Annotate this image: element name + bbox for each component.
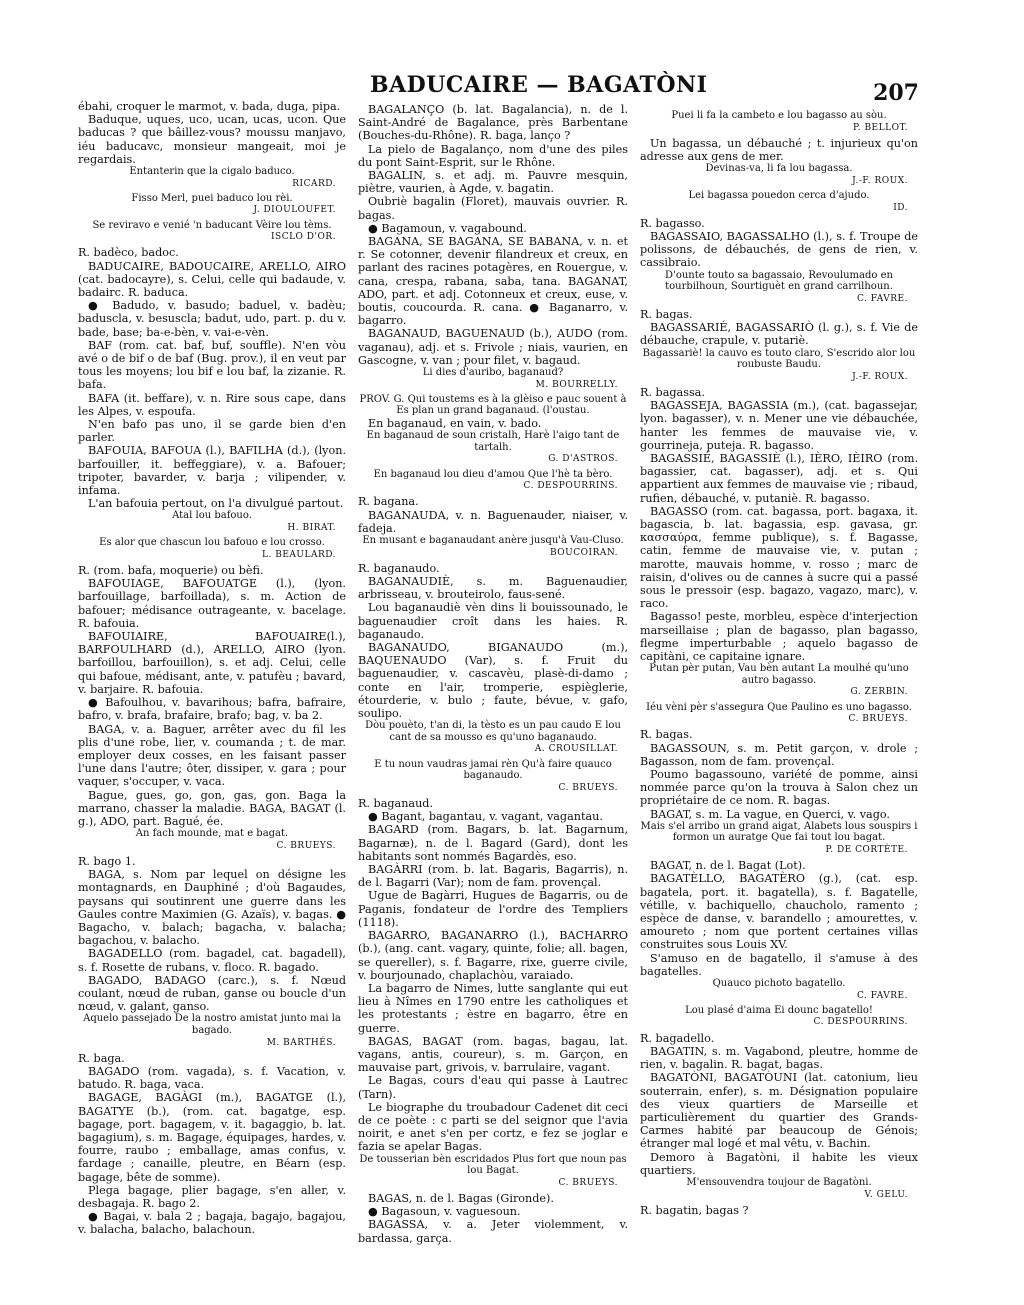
quotation: Se reviravo e venié 'n baducant Vèire lou tèms.: [92, 219, 332, 231]
entry-text: Bague, gues, go, gon, gas, gon. Baga la marrano, chasser la maladie. BAGA, BAGAT (l. g.), ADO, part. Bagué, ée.: [78, 788, 346, 828]
quotation: An fach mounde, mat e bagat.: [135, 828, 289, 840]
entry-text: BAGÀRRI (rom. b. lat. Bagaris, Bagarris), n. de l. Bagarri (Var); nom de fam. provençal.: [358, 863, 628, 890]
entry-text: Baduque, uques, uco, ucan, ucas, ucon. Que baducas ? que bâillez-vous? moussu manjavo, iéu baducavc, monsieur mangeait, moi je regardais.: [78, 113, 346, 166]
entry-text: R. bago 1.: [78, 854, 136, 868]
quotation: Atal lou bafouo.: [172, 510, 252, 522]
quotation-author: BOUCOIRAN.: [550, 547, 618, 558]
quotation-author: M. BARTHÉS.: [266, 1037, 336, 1048]
page-number: 207: [873, 80, 919, 106]
entry-text: R. bagas.: [640, 308, 693, 321]
entry-text: Lou baganaudiè vèn dins li bouissounado, le baguenaudier croît dans les haies. R. baganaudo.: [358, 601, 628, 641]
entry-text: BAGATÈLLO, BAGATÈRO (g.), (cat. esp. bagatela, port. it. bagatella), s. f. Bagatelle, vétille, v. bachiquello, chaucholo, ramento ; espèce de danse, v. barandello ; amourettes, v. amoureto ; nom que portent certaines villas construites sous Louis XV.: [640, 872, 918, 952]
entry-text: R. baga.: [78, 1051, 125, 1065]
entry-text: S'amuso en de bagatello, il s'amuse à des bagatelles.: [640, 951, 918, 978]
entry-text: BAFOUIAIRE, BAFOUAIRE(l.), BARFOULHARD (d.), ARELLO, AIRO (lyon. barfoillou, barfouillon), s. et adj. Celui, celle qui bafoue, médisant, ante, v. patufèu ; bavard, v. barjaire. R. bafouia.: [78, 630, 346, 696]
quotation: Iéu vèni pèr s'assegura Que Paulino es uno bagasso.: [646, 701, 912, 713]
quotation: Lei bagassa pouedon cerca d'ajudo.: [688, 190, 870, 201]
entry-text: R. baganaudo.: [358, 561, 440, 575]
quotation-author: C. BRUEYS.: [276, 840, 336, 851]
entry-text: ● Bagai, v. bala 2 ; bagaja, bagajo, bagajou, v. balacha, balacho, balachoun.: [78, 1210, 346, 1237]
quotation: Entanterin que la cigalo baduco.: [129, 166, 295, 178]
entry-text: BAGANA, SE BAGANA, SE BABANA, v. n. et r. Se cotonner, devenir filandreux et creux, en parlant des racines potagères, en Rouergue, v. cana, crespa, rabana, saba, tana. BAGANAT, ADO, part. et adj. Cotonneux et creux, euse, v. boutis, coucourda. R. cana. ● Baganarro, v. bagarro.: [358, 235, 628, 328]
quotation-author: C. DESPOURRINS.: [523, 481, 618, 492]
entry-text: BAGASSAIO, BAGASSALHO (l.), s. f. Troupe de polissons, de débauchés, de gens de rien, v. cassibraio.: [640, 230, 918, 270]
entry-text: BAGASSIÉ, BAGASSIÈ (l.), IÈRO, IÈIRO (rom. bagassier, cat. bagasser), adj. et s. Qui appartient aux femmes de mauvaise vie ; ribaud, rufien, débauché, v. putaniè. R. bagasso.: [640, 452, 918, 505]
quotation-author: P. DE CORTÈTE.: [825, 845, 908, 856]
quotation-author: C. BRUEYS.: [558, 1177, 618, 1188]
entry-text: BAGAGE, BAGÀGI (m.), BAGATGE (l.), BAGATYE (b.), (rom. cat. bagatge, esp. bagage, port. bagagem, v. it. bagaggio, b. lat. bagagium), s. m. Bagage, équipages, hardes, v. fourre, raubo ; emballage, amas confus, v. fardage ; canaille, pleutre, en Béarn (esp. bagage, bête de somme).: [78, 1091, 346, 1184]
entry-text: BAGADELLO (rom. bagadel, cat. bagadell), s. f. Rosette de rubans, v. floco. R. bagado.: [78, 947, 346, 974]
entry-text: BAGASSEJA, BAGASSIA (m.), (cat. bagassejar, lyon. bagasser), v. n. Mener une vie débauchée, hanter les femmes de mauvaise vie, v. gourrineja, puteja. R. bagasso.: [640, 399, 918, 452]
entry-text: BAGAT, n. de l. Bagat (Lot).: [650, 859, 806, 873]
quotation: Dòu pouèto, t'an di, la tèsto es un pau caudo E lou cant de sa mousso es qu'uno baganaudo.: [365, 720, 621, 743]
quotation-author: J.-F. ROUX.: [852, 175, 908, 186]
entry-text: BAGARRO, BAGANARRO (l.), BACHARRO (b.), (ang. cant. vagary, quinte, folie; all. bagen, se quereller), s. f. Bagarre, rixe, guerre civile, v. bourjounado, chaplachòu, varaiado.: [358, 929, 628, 982]
entry-text: ● Bafoulhou, v. bavarihous; bafra, bafraire, bafro, v. brafa, brafaire, brafo; bag, v. ba 2.: [78, 696, 346, 723]
quotation: En musant e baganaudant anère jusqu'à Vau-Cluso.: [362, 535, 624, 547]
entry-text: BAGATÒNI, BAGATÒUNI (lat. catonium, lieu souterrain, enfer), s. m. Désignation populaire des vieux quartiers de Marseille et particulièrement du quartier des Grands-Carmes habité par beaucoup de Génois; étranger mal logé et mal vêtu, v. Bachin.: [640, 1071, 918, 1151]
entry-text: La bagarro de Nimes, lutte sanglante qui eut lieu à Nîmes en 1790 entre les catholiques et les protestants ; èstre en bagarro, être en guerre.: [358, 981, 628, 1035]
entry-text: ● Badudo, v. basudo; baduel, v. badèu; baduscla, v. besuscla; badut, udo, part. p. du v. bade, base; ba-e-bèn, v. vai-e-vèn.: [78, 299, 346, 339]
quotation-author: C. FAVRE.: [856, 990, 908, 1001]
quotation: En baganaud lou dieu d'amou Que l'hè ta bèro.: [373, 468, 613, 480]
quotation: Devinas-va, li fa lou bagassa.: [705, 163, 853, 175]
quotation-author: C. DESPOURRINS.: [813, 1017, 908, 1028]
quotation-author: V. GELU.: [864, 1189, 908, 1200]
quotation-author: L. BEAULARD.: [262, 549, 336, 560]
entry-text: Plega bagage, plier bagage, s'en aller, v. desbagaja. R. bago 2.: [78, 1183, 346, 1210]
entry-text: N'en bafo pas uno, il se garde bien d'en parler.: [78, 418, 346, 445]
quotation-author: C. FAVRE.: [856, 293, 908, 304]
quotation-author: RICARD.: [292, 178, 336, 189]
entry-text: BAGARD (rom. Bagars, b. lat. Bagarnum, Bagarnæ), n. de l. Bagard (Gard), dont les habitants sont nommés Bagardès, eso.: [358, 823, 628, 863]
column-1: [78, 100, 346, 1237]
entry-text: BAGAT, s. m. La vague, en Querci, v. vago.: [650, 807, 890, 821]
entry-text: BADUCAIRE, BADOUCAIRE, ARELLO, AIRO (cat. badocayre), s. Celui, celle qui badaude, v. badairc. R. baduca.: [78, 259, 346, 300]
quotation-author: M. BOURRELLY.: [535, 379, 618, 390]
entry-text: R. bagas.: [640, 728, 693, 742]
entry-text: ● Bagasoun, v. vaguesoun.: [368, 1205, 521, 1219]
quotation: De tousserian bèn escridados Plus fort que noun pas lou Bagat.: [359, 1153, 627, 1177]
entry-text: L'an bafouia pertout, on l'a divulgué partout.: [88, 497, 344, 511]
quotation: Lou plasé d'aima Ei dounc bagatello!: [685, 1004, 873, 1016]
column-2: [358, 103, 628, 1245]
quotation: Es alor que chascun lou bafouo e lou crosso.: [99, 537, 325, 549]
quotation-author: C. BRUEYS.: [558, 782, 618, 793]
quotation: Mais s'el arribo un grand aigat, Alabets lous souspirs i formon un auratge Que fai tout lou bagat.: [640, 820, 918, 844]
entry-text: Oubriè bagalin (Floret), mauvais ouvrier. R. bagas.: [358, 195, 628, 222]
quotation-author: C. BRUEYS.: [848, 714, 908, 725]
entry-text: BAGADO (rom. vagada), s. f. Vacation, v. batudo. R. baga, vaca.: [78, 1064, 346, 1092]
entry-text: BAF (rom. cat. baf, buf, souffle). N'en vòu avé o de bif o de baf (Bug. prov.), il en veut par tous les moyens; lou bif e lou baf, la zizanie. R. bafa.: [78, 338, 346, 392]
entry-text: ● Bagamoun, v. vagabound.: [368, 221, 527, 235]
quotation: Putan pèr putan, Vau bèn autant La moulhé qu'uno autro bagasso.: [649, 663, 909, 686]
quotation-author: J.-F. ROUX.: [852, 371, 908, 382]
entry-text: BAFOUIAGE, BAFOUATGE (l.), (lyon. barfouillage, barfoillada), s. m. Action de bafouer; médisance outrageante, v. bacelage. R. bafouia.: [78, 577, 346, 630]
entry-text: La pielo de Bagalanço, nom d'une des piles du pont Saint-Esprit, sur le Rhône.: [358, 142, 628, 169]
page-header: [0, 72, 1024, 106]
entry-text: BAGANAUDIÈ, s. m. Baguenaudier, arbrisseau, v. brouteirolo, faus-sené.: [358, 575, 628, 602]
quotation-author: P. BELLOT.: [852, 122, 908, 133]
entry-text: Un bagassa, un débauché ; t. injurieux qu'on adresse aux gens de mer.: [640, 136, 918, 163]
entry-text: BAGAS, n. de l. Bagas (Gironde).: [368, 1191, 554, 1205]
entry-text: BAGANAUD, BAGUENAUD (b.), AUDO (rom. vaganau), adj. et s. Frivole ; niais, vaurien, en Gascogne, v. van ; pour filet, v. bagaud.: [358, 327, 628, 367]
quotation-author: G. D'ASTROS.: [548, 454, 618, 465]
quotation: Puei li fa la cambeto e lou bagasso au sòu.: [671, 110, 887, 121]
quotation: En baganaud de soun cristalh, Harè l'aigo tant de tartalh.: [366, 430, 620, 453]
page-title: BADUCAIRE — BAGATÒNI: [370, 72, 708, 98]
entry-text: R. bagasso.: [640, 216, 705, 230]
entry-text: ● Bagant, bagantau, v. vagant, vagantau.: [368, 810, 603, 824]
quotation-author: G. ZERBIN.: [850, 687, 908, 698]
entry-text: BAGA, v. a. Baguer, arrêter avec du fil les plis d'une robe, lier, v. coumanda ; t. de mar. employer deux cosses, en les faisant passer l'une dans l'autre; ôter, dissiper, v. gara ; pour vaquer, s'occuper, v. vaca.: [78, 722, 346, 789]
entry-text: R. badèco, badoc.: [78, 246, 179, 260]
entry-text: ébahi, croquer le marmot, v. bada, duga, pipa.: [78, 100, 341, 113]
entry-text: BAGALANÇO (b. lat. Bagalancia), n. de l. Saint-André de Bagalance, près Barbentane (Bouches-du-Rhône). R. baga, lanço ?: [358, 103, 628, 143]
entry-text: BAFA (it. beffare), v. n. Rire sous cape, dans les Alpes, v. espoufa.: [78, 391, 346, 418]
quotation: Fisso Merl, puei baduco lou rèi.: [131, 192, 293, 204]
quotation-author: ISCLO D'OR.: [270, 232, 336, 243]
entry-text: BAGANAUDA, v. n. Baguenauder, niaiser, v. fadeja.: [358, 508, 628, 535]
quotation: M'ensouvendra toujour de Bagatòni.: [686, 1176, 872, 1188]
entry-text: R. bagadello.: [640, 1031, 715, 1045]
quotation-author: A. CROUSILLAT.: [534, 744, 618, 755]
entry-text: BAGATIN, s. m. Vagabond, pleutre, homme de rien, v. bagalin. R. bagat, bagas.: [640, 1044, 918, 1072]
column-3: [640, 110, 918, 1217]
entry-text: R. bagatin, bagas ?: [640, 1203, 749, 1217]
quotation: Li dies d'auribo, baganaud?: [422, 367, 564, 379]
entry-text: R. (rom. bafa, moquerie) ou bèfi.: [78, 564, 264, 578]
quotation: Bagassariè! la cauvo es touto claro, S'escrido alor lou roubuste Baudu.: [642, 347, 916, 371]
entry-text: Le Bagas, cours d'eau qui passe à Lautrec (Tarn).: [358, 1074, 628, 1101]
entry-text: BAGASSA, v. a. Jeter violemment, v. bardassa, garça.: [358, 1218, 628, 1245]
quotation-author: J. DIOULOUFET.: [253, 205, 336, 216]
quotation: Quauco pichoto bagatello.: [712, 978, 846, 990]
entry-text: BAGASSOUN, s. m. Petit garçon, v. drole ; Bagasson, nom de fam. provençal.: [640, 741, 918, 768]
quotation: E tu noun vaudras jamai rèn Qu'à faire quauco baganaudo.: [374, 758, 612, 782]
entry-text: R. bagana.: [358, 495, 419, 509]
entry-text: BAFOUIA, BAFOUA (l.), BAFILHA (d.), (lyon. barfouiller, it. beffeggiare), v. a. Bafouer; tripoter, bavarder, v. barja ; vilipender, v. infama.: [78, 444, 346, 498]
entry-text: BAGALIN, s. et adj. m. Pauvre mesquin, piètre, vaurien, à Agde, v. bagatin.: [358, 169, 628, 196]
entry-text: BAGADO, BADAGO (carc.), s. f. Nœud coulant, nœud de ruban, ganse ou boucle d'un nœud, v. galant, ganso.: [78, 973, 346, 1014]
proverb: PROV. G. Qui toustems es à la glèiso e pauc souent à Es plan un grand baganaud. (l'oustau.: [359, 393, 627, 417]
quotation: D'ounte touto sa bagassaio, Revoulumado en tourbilhoun, Sourtiguèt en grand carrilhoun.: [665, 269, 893, 293]
entry-text: Ugue de Bagàrri, Hugues de Bagarris, ou de Paganis, fondateur de l'ordre des Templiers (1118).: [358, 889, 628, 929]
entry-text: Poumo bagassouno, variété de pomme, ainsi nommée parce qu'on la trouva à Salon chez un propriétaire de ce nom. R. bagas.: [640, 768, 918, 808]
quotation-author: H. BIRAT.: [287, 523, 336, 534]
entry-text: Demoro à Bagatòni, il habite les vieux quartiers.: [640, 1150, 918, 1177]
entry-text: BAGA, s. Nom par lequel on désigne les montagnards, en Dauphiné ; d'où Bagaudes, paysans qui soutinrent une guerre dans les Gaules contre Maximien (G. Azaïs), v. bagas. ● Bagacho, v. balach; bagacha, v. balacha; bagachou, v. balacho.: [78, 868, 346, 948]
entry-text: BAGASSARIÉ, BAGASSARIÒ (l. g.), s. f. Vie de débauche, crapule, v. putariè.: [640, 321, 918, 348]
entry-text: R. baganaud.: [358, 797, 433, 811]
quotation: Aquelo passejado De la nostro amistat junto mai la bagado.: [83, 1013, 341, 1036]
entry-text: BAGASSO (rom. cat. bagassa, port. bagaxa, it. bagascia, b. lat. bagassia, esp. gavasa, gr. κασσαύρα, femme publique), s. f. Bagasse, catin, femme de mauvaise vie, v. putan ; marotte, mauvais homme, v. rosso ; marc de raisin, d'olives ou de cannes à sucre qui a passé sous le pressoir (esp. bagazo, vagazo, marc), v. raco.: [640, 504, 918, 611]
quotation-author: ID.: [893, 202, 908, 213]
entry-text: BAGANAUDO, BIGANAUDO (m.), BAQUENAUDO (Var), s. f. Fruit du baguenaudier, v. cascavèu, plasè-di-damo ; conte en l'air, tromperie, espièglerie, étourderie, v. bulo ; faute, bévue, v. gafo, soulipo.: [358, 641, 628, 721]
entry-text: En baganaud, en vain, v. bado.: [368, 417, 542, 431]
entry-text: Bagasso! peste, morbleu, espèce d'interjection marseillaise ; plan de bagasso, plan bagasso, flegme imperturbable ; aquelo bagasso de capitàni, ce capitaine ignare.: [640, 610, 918, 664]
entry-text: R. bagassa.: [640, 386, 705, 399]
entry-text: Le biographe du troubadour Cadenet dit ceci de ce poète : c parti se del seignor que l'avia noirit, e anet s'en per cortz, e fez se joglar e fazia se apelar Bagas.: [358, 1100, 628, 1154]
entry-text: BAGAS, BAGAT (rom. bagas, bagau, lat. vagans, antis, coureur), s. m. Garçon, en mauvaise part, grivois, v. barrulaire, vagant.: [358, 1034, 628, 1075]
